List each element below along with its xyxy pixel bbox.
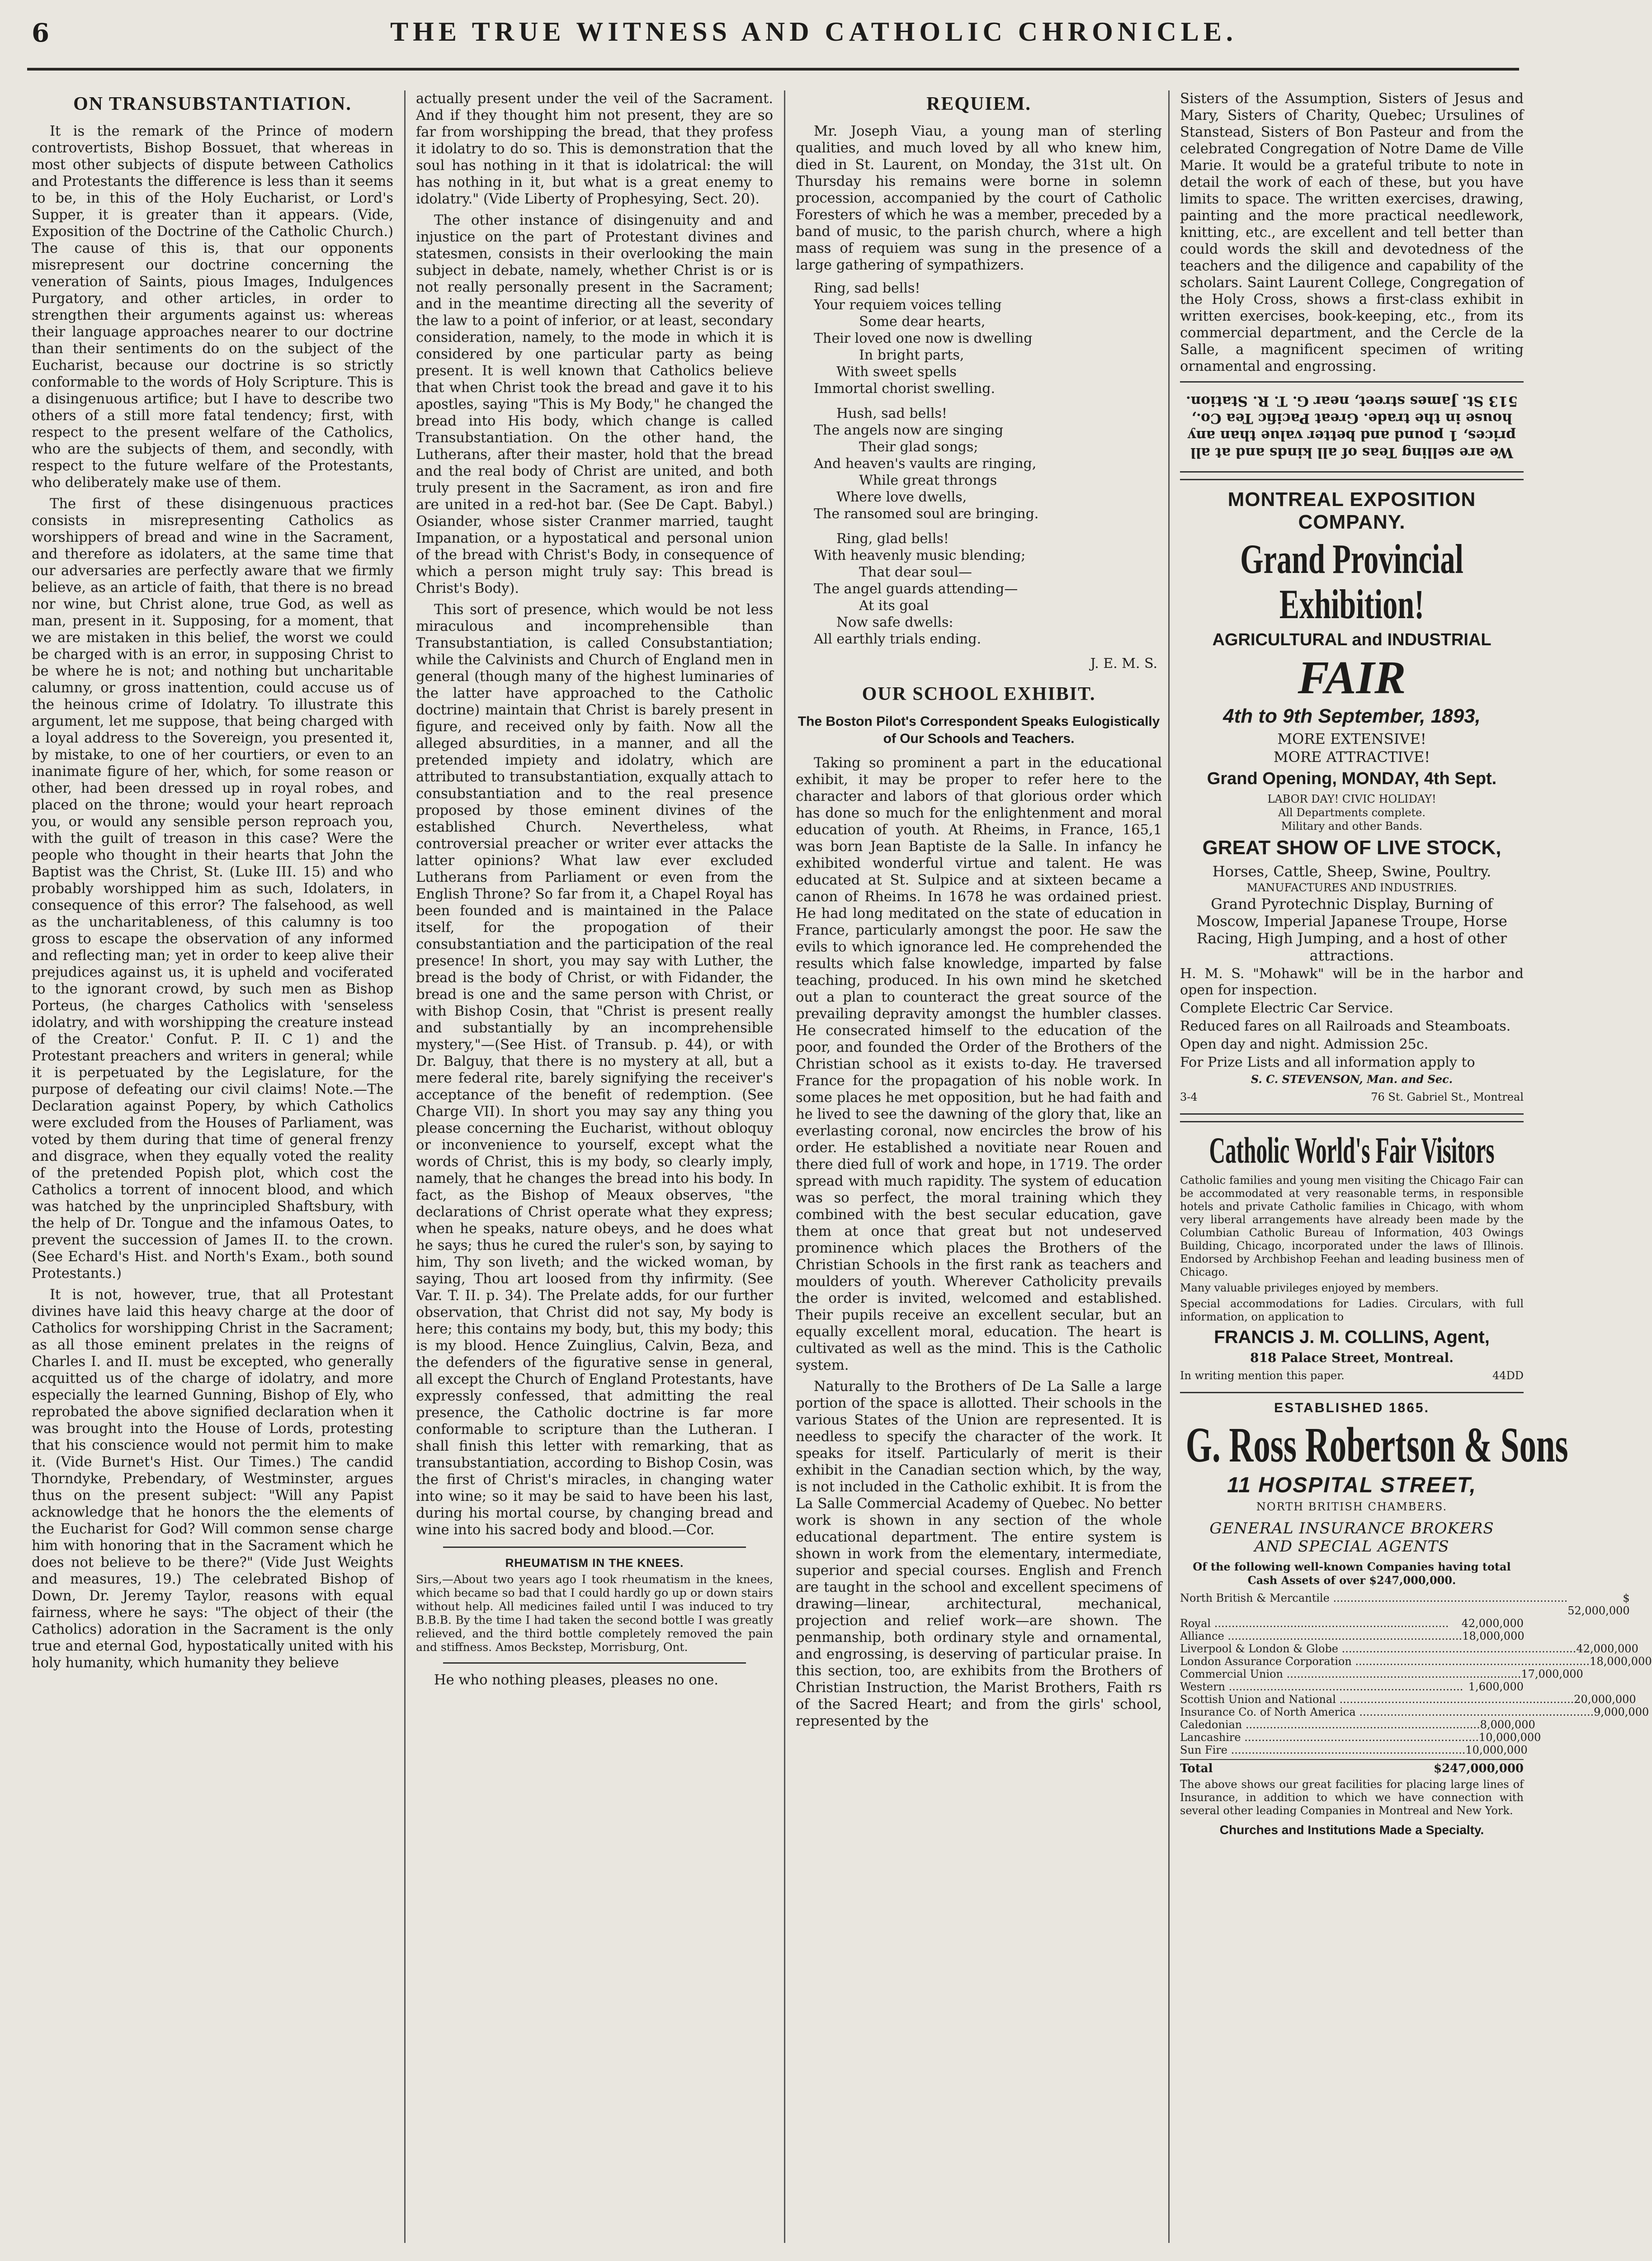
fair-open: Open day and night. Admission 25c. — [1180, 1036, 1429, 1052]
running-head: THE TRUE WITNESS AND CATHOLIC CHRONICLE. — [390, 17, 1237, 47]
fair-electric: Complete Electric Car Service. — [1180, 1000, 1393, 1016]
poem-line: Immortal chorist swelling. — [814, 381, 996, 397]
fair-livestock: GREAT SHOW OF LIVE STOCK, — [1202, 837, 1501, 859]
fair-code: 3-4 — [1180, 1091, 1198, 1103]
tea-ad-text: We are selling Teas of all kinds and at all prices, 1 pound and better value than any house in the trade. Great Pacific Tea Co., 513 St. James street, near G. T. R. Station. — [1185, 393, 1518, 461]
worlds-fair-agent: FRANCIS J. M. COLLINS, Agent, — [1214, 1327, 1490, 1347]
column-4 — [1180, 90, 1652, 2252]
insurance-churches: Churches and Institutions Made a Specialty. — [1219, 1823, 1484, 1837]
fair-company: MONTREAL EXPOSITION COMPANY. — [1227, 488, 1476, 533]
fair-departments: All Departments complete. — [1278, 806, 1425, 819]
column-rule — [784, 90, 785, 2243]
poem-line: The angels now are singing — [814, 422, 1004, 438]
column-1 — [32, 90, 393, 2252]
requiem-intro: Mr. Joseph Viau, a young man of sterling qualities, and much loved by all who knew him, died in St. Laurent, on Monday, the 31st ult. On Thursday his remains were borne in solemn procession, accompanied by the court of Catholic Foresters of which he was a member, preceded by a band of music, to the parish church, where a high mass of requiem was sung in the presence of a large gathering of sympathizers. — [796, 123, 1162, 273]
article-paragraph: It is the remark of the Prince of modern controvertists, Bishop Bossuet, that whereas in most other subjects of dispute between Catholics and Protestants the difference is less than it seems to be, in this of the Holy Eucharist, or Lord's Supper, it is greater than it appears. (Vide, Exposition of the Doctrine of the Catholic Church.) The cause of this is, that our opponents misrepresent our doctrine concerning the veneration of Saints, pious Images, Indulgences Purgatory, and other articles, in order to strengthen their arguments against us: whereas their language approaches nearer to our doctrine than their sentiments do on the subject of the Eucharist, because our doctrine is so strictly conformable to the words of Holy Scripture. This is a disingenuous artifice; but I have to describe two others of a still more fatal tendency; first, with respect to the present welfare of the Catholics, who are the subjects of them, and secondly, with respect to the future welfare of the Protestants, who deliberately make use of them. — [32, 123, 393, 491]
fair-dates: 4th to 9th September, 1893, — [1223, 705, 1481, 727]
fair-address-row — [1180, 1091, 1524, 1103]
insurance-company-name: Caledonian ..... — [1180, 1718, 1480, 1731]
insurance-company-name: Scottish Union and National ..... — [1180, 1693, 1574, 1706]
insurance-company-name: Western ..... — [1180, 1680, 1463, 1693]
insurance-company-name: London Assurance Corporation ..... — [1180, 1655, 1590, 1668]
insurance-company-name: North British & Mercantile ..... — [1180, 1592, 1567, 1617]
section-divider — [443, 1662, 746, 1664]
fair-more-attractive: MORE ATTRACTIVE! — [1273, 748, 1430, 766]
poem-line: Now safe dwells: — [836, 615, 953, 630]
poem-line: Where love dwells, — [836, 489, 967, 505]
closing-line: He who nothing pleases, pleases no one. — [434, 1672, 718, 1688]
poem-line: The ransomed soul are bringing. — [814, 506, 1039, 522]
poem-line: Their loved one now is dwelling — [814, 331, 1033, 346]
insurance-company-row — [1180, 1744, 1528, 1756]
insurance-company-amount: 42,000,000 — [1461, 1617, 1524, 1630]
insurance-company-name: Alliance ..... — [1180, 1630, 1462, 1642]
worlds-fair-code: 44DD — [1492, 1369, 1524, 1382]
insurance-street: 11 HOSPITAL STREET, — [1227, 1473, 1477, 1497]
insurance-company-row — [1180, 1668, 1583, 1680]
section-divider — [443, 1547, 746, 1548]
column-2 — [416, 90, 773, 2252]
column-rule — [1168, 90, 1170, 2243]
insurance-company-amount: 18,000,000 — [1462, 1630, 1525, 1642]
insurance-company-name: Royal ..... — [1180, 1617, 1456, 1630]
fair-contact: S. C. STEVENSON, Man. and Sec. — [1251, 1073, 1453, 1086]
article-headline: ON TRANSUBSTANTIATION. — [73, 94, 352, 114]
column-rule — [404, 90, 406, 2243]
insurance-company-amount: 10,000,000 — [1465, 1744, 1528, 1756]
requiem-poem — [814, 280, 1162, 648]
fair-bands: Military and other Bands. — [1281, 820, 1423, 833]
insurance-company-amount: 10,000,000 — [1478, 1731, 1541, 1744]
fair-pyrotechnics: Grand Pyrotechnic Display, Burning of Moscow, Imperial Japanese Troupe, Horse Racing, High Jumping, and a host of other attractions. — [1196, 895, 1507, 964]
insurance-total-amount: $247,000,000 — [1433, 1762, 1524, 1775]
insurance-company-row — [1180, 1642, 1638, 1655]
worlds-fair-privileges: Many valuable privileges enjoyed by members. — [1180, 1282, 1439, 1294]
poem-line: And heaven's vaults are ringing, — [814, 456, 1037, 472]
requiem-headline: REQUIEM. — [926, 94, 1031, 114]
fair-labor-day: LABOR DAY! CIVIC HOLIDAY! — [1267, 793, 1436, 805]
school-headline: OUR SCHOOL EXHIBIT. — [862, 684, 1096, 705]
fair-advertisement — [1180, 479, 1524, 1115]
rheumatism-text: Sirs,—About two years ago I took rheumatism in the knees, which became so bad that I could hardly go up or down stairs without help. All medicines failed until I was induced to try B.B.B. By the time I had taken the second bottle I was greatly relieved, and the third bottle completely removed the pain and stiffness. Amos Beckstep, Morrisburg, Ont. — [416, 1573, 773, 1654]
insurance-footer: The above shows our great facilities for placing large lines of Insurance, in addition to which we have connection with several other leading Companies in Montreal and New York. — [1180, 1778, 1524, 1817]
poem-line: With heavenly music blending; — [814, 548, 1026, 563]
fair-subtitle: AGRICULTURAL and INDUSTRIAL — [1212, 630, 1492, 649]
worlds-fair-title: Catholic World's Fair Visitors — [1209, 1130, 1495, 1171]
poem-line: In bright parts, — [859, 347, 964, 363]
poem-line: Some dear hearts, — [859, 314, 986, 330]
worlds-fair-text: Catholic families and young men visiting the Chicago Fair can be accommodated at very reasonable terms, in responsible hotels and private Catholic families in Chicago, with whom very liberal arrangements have already been made by the Columbian Catholic Bureau of Information, 403 Owings Building, Chicago, incorporated under the laws of Illinois. Endorsed by Archbishop Feehan and leading business men of Chicago. — [1180, 1174, 1524, 1278]
poem-line: With sweet spells — [836, 364, 957, 380]
insurance-intro: Of the following well-known Companies having total Cash Assets of over $247,000,000. — [1193, 1560, 1511, 1587]
insurance-company-amount: 18,000,000 — [1590, 1655, 1652, 1668]
poem-line: Ring, sad bells! — [814, 280, 920, 296]
insurance-advertisement — [1180, 1400, 1652, 1837]
insurance-firm: G. Ross Robertson & Sons — [1185, 1417, 1568, 1472]
insurance-company-amount: 17,000,000 — [1521, 1668, 1583, 1680]
insurance-company-name: Insurance Co. of North America ..... — [1180, 1706, 1594, 1718]
poem-line: At its goal — [859, 598, 929, 614]
insurance-company-row — [1180, 1693, 1636, 1706]
fair-prize: For Prize Lists and all information apply to — [1180, 1055, 1475, 1070]
insurance-company-row — [1180, 1592, 1630, 1617]
insurance-company-amount: 20,000,000 — [1574, 1693, 1636, 1706]
article-continuation: Sisters of the Assumption, Sisters of Jesus and Mary, Sisters of Charity, Quebec; Ursulines of Stanstead, Sisters of Bon Pasteur and from the celebrated Congregation of Notre Dame de Ville Marie. It would be a grateful tribute to note in detail the work of each of these, but you have limits to space. The written exercises, drawing, painting and the more practical needlework, knitting, etc., are excellent and tell better than could words the skill and devotedness of the teachers and the diligence and capability of the scholars. Saint Laurent College, Congregation of the Holy Cross, shows a first-class exhibit in written exercises, book-keeping, etc., from its commercial department, and the Cercle de la Salle, a magnificent specimen of writing ornamental and engrossing. — [1180, 91, 1524, 374]
fair-animals: Horses, Cattle, Sheep, Swine, Poultry. — [1212, 863, 1492, 880]
insurance-company-name: Lancashire ..... — [1180, 1731, 1479, 1744]
insurance-company-list — [1180, 1592, 1652, 1756]
insurance-company-amount: 8,000,000 — [1480, 1718, 1535, 1731]
worlds-fair-footer — [1180, 1369, 1524, 1382]
insurance-company-amount: 1,600,000 — [1468, 1680, 1524, 1693]
column-3 — [796, 90, 1162, 2252]
poem-stanza — [814, 405, 1162, 522]
masthead-rule — [27, 68, 1519, 71]
insurance-established: ESTABLISHED 1865. — [1274, 1400, 1430, 1415]
insurance-line1: GENERAL INSURANCE BROKERS — [1209, 1519, 1494, 1537]
school-subhead: The Boston Pilot's Correspondent Speaks Eulogistically of Our Schools and Teachers. — [798, 714, 1160, 746]
article-paragraph: Taking so prominent a part in the educational exhibit, it may be proper to refer here to the character and labors of that glorious order which has done so much for the enlightenment and moral education of youth. At Rheims, in France, 165,1 was born Jean Baptiste de la Salle. In infancy he exhibited wonderful virtue and talent. He was educated at St. Sulpice and at sixteen became a canon of Rheims. In 1678 he was ordained priest. He had long meditated on the state of education in France, particularly amongst the poor. He saw the evils to which ignorance led. He comprehended the results which false knowledge, imparted by false teaching, produced. In his own mind he sketched out a plan to counteract the great source of the prevailing depravity amongst the humbler classes. He consecrated himself to the education of the poor, and founded the Order of the Brothers of the Christian school as it exists to-day. He traversed France for the propagation of his noble work. In some places he met opposition, but he had faith and he lived to see the dawning of the glory that, like an everlasting coronal, now encircles the brow of his order. He established a novitiate near Rouen and there died full of work and hope, in 1719. The order spread with much rapidity. The system of education was so perfect, the moral training which they combined with the best secular education, gave them at once that great but not undeserved prominence which places the Brothers of the Christian Schools in the first rank as teachers and moulders of youth. Wherever Catholicity prevails the order is invited, welcomed and established. Their pupils receive an excellent secular, but an equally excellent moral, education. The heart is cultivated as well as the mind. This is the Catholic system. — [796, 755, 1162, 1373]
insurance-total — [1180, 1759, 1524, 1775]
poem-line: The angel guards attending— — [814, 581, 1018, 597]
fair-address: 76 St. Gabriel St., Montreal — [1371, 1091, 1524, 1103]
insurance-company-row — [1180, 1706, 1649, 1718]
insurance-company-row — [1180, 1731, 1541, 1744]
insurance-company-row — [1180, 1617, 1524, 1630]
poem-line: Your requiem voices telling — [814, 297, 1002, 313]
article-paragraph: This sort of presence, which would be not less miraculous and incomprehensible than Transubstantiation, is called Consubstantiation; while the Calvinists and Church of England men in general (though many of the highest luminaries of the latter have approached to the Catholic doctrine) maintain that Christ is barely present in figure, and received only by faith. Now all the alleged absurdities, in a manner, and all the pretended impiety and idolatry, which are attributed to transubstantiation, exqually attach to consubstantiation and to the real presence proposed by those eminent divines of the established Church. Nevertheless, what controversial preacher or writer ever attacks the latter opinions? What law ever excluded Lutherans from Parliament or even from the English Throne? So far from it, a Chapel Royal has been founded and is maintained in the Palace itself, for the propogation of their consubstantiation and the participation of the real presence! In short, you may say with Luther, the bread is the body of Christ, or with Fidander, the bread is one and the same person with Christ, or with Bishop Cosin, that "Christ is present really and substantially by an incomprehensible mystery,"—(See Hist. of Transub. p. 44), or with Dr. Balguy, that there is no mystery at all, but a mere federal rite, barely signifying the receiver's acceptance of the benefit of redemption. (See Charge VII). In short you may say any thing you please concerning the Eucharist, without obloquy or inconvenience to yourself, except what the words of Christ, this is my body, so clearly imply, namely, that he changes the bread into his body. In fact, as the Bishop of Meaux observes, "the declarations of Christ operate what they express; when he speaks, nature obeys, and he does what he says; thus he cured the ruler's son, by saying to him, Thy son liveth; and the wicked woman, by saying, Thou art loosed from thy infirmity. (See Var. T. II. p. 34). The Prelate adds, for our further observation, that Christ did not say, My body is here; this contains my body, but, this my body; this is my blood. Hence Zuinglius, Calvin, Beza, and the defenders of the figurative sense in general, all except the Church of England Protestants, have expressly confessed, that admitting the real presence, the Catholic doctrine is far more conformable to scripture than the Lutheran. I shall finish this letter with remarking, that as transubstantiation, according to Bishop Cosin, was the first of Christ's miracles, in changing water into wine; so it may be said to have been his last, during his mortal course, by changing bread and wine into his sacred body and blood.—Cor. — [416, 602, 774, 1538]
fair-fares: Reduced fares on all Railroads and Steamboats. — [1180, 1018, 1511, 1034]
fair-manufactures: MANUFACTURES AND INDUSTRIES. — [1246, 881, 1457, 894]
worlds-fair-advertisement — [1180, 1121, 1524, 1393]
insurance-company-name: Liverpool & London & Globe ..... — [1180, 1642, 1576, 1655]
insurance-total-label: Total — [1180, 1762, 1213, 1775]
article-paragraph: It is not, however, true, that all Protestant divines have laid this heavy charge at the door of Catholics for worshipping Christ in the Sacrament; as all those eminent prelates in the reigns of Charles I. and II. must be excepted, who generally acquitted us of the charge of idolatry, and more especially the learned Gunning, Bishop of Ely, who reprobated the above signified declaration when it was brought into the House of Lords, protesting that his conscience would not permit him to make it. (Vide Burnet's Hist. Our Times.) The candid Thorndyke, Prebendary, of Westminster, argues thus on the present subject: "Will any Papist acknowledge that he honors the the elements of the Eucharist for God? Will common sense charge him with honoring that in the Sacrament which he does not believe to be there?" (Vide Just Weights and measures, 19.) The celebrated Bishop of Down, Dr. Jeremy Taylor, reasons with equal fairness, where he says: "The object of their (the Catholics) adoration in the Sacrament is the only true and eternal God, hypostatically united with his holy humanity, which humanity they believe — [32, 1287, 393, 1671]
fair-more-extensive: MORE EXTENSIVE! — [1277, 730, 1426, 747]
insurance-line2: AND SPECIAL AGENTS — [1254, 1537, 1449, 1556]
page-number: 6 — [32, 18, 49, 48]
masthead — [0, 0, 1548, 86]
worlds-fair-address: 818 Palace Street, Montreal. — [1250, 1350, 1454, 1365]
poem-line: While great throngs — [859, 473, 997, 488]
insurance-company-amount: 42,000,000 — [1576, 1642, 1638, 1655]
poem-line: All earthly trials ending. — [814, 631, 982, 647]
article-paragraph: actually present under the veil of the Sacrament. And if they thought him not present, they are so far from worshipping the bread, that they profess it idolatry to do so. This is demonstration that the soul has nothing in it that is idolatrical: the will has nothing in it, but what is a great enemy to idolatry." (Vide Liberty of Prophesying, Sect. 20). — [416, 91, 773, 207]
poem-signature: J. E. M. S. — [1090, 656, 1157, 672]
article-paragraph: Naturally to the Brothers of De La Salle a large portion of the space is allotted. Their schools in the various States of the Union are represented. It is needless to specify the character of the work. It speaks for itself. Particularly of merit is their exhibit in the Canadian section which, by the way, is not included in the Catholic exhibit. It is from the La Salle Commercial Academy of Quebec. No better work is shown in any section of the whole educational department. The entire system is shown in work from the elementary, intermediate, superior and special courses. English and French are taught in the school and excellent specimens of drawing—linear, architectural, mechanical, projection and relief work—are shown. The penmanship, both ordinary style and ornamental, and engrossing, is deserving of particular praise. In this section, too, are exhibits from the Brothers of Christian Instruction, the Marist Brothers, Faith rs of the Sacred Heart; and from the girls' school, represented by the — [796, 1379, 1162, 1729]
insurance-company-amount: $ 52,000,000 — [1567, 1592, 1630, 1617]
poem-line: That dear soul— — [859, 564, 972, 580]
worlds-fair-ladies: Special accommodations for Ladies. Circulars, with full information, on application to — [1180, 1297, 1524, 1323]
worlds-fair-mention: In writing mention this paper. — [1180, 1369, 1345, 1382]
poem-line: Ring, glad bells! — [836, 531, 949, 547]
insurance-company-row — [1180, 1630, 1524, 1642]
tea-advertisement — [1180, 381, 1524, 473]
fair-word: FAIR — [1298, 652, 1406, 704]
insurance-company-row — [1180, 1718, 1535, 1731]
fair-title: Grand Provincial Exhibition! — [1240, 536, 1463, 627]
insurance-company-row — [1180, 1655, 1652, 1668]
fair-mohawk: H. M. S. "Mohawk" will be in the harbor and open for inspection. — [1180, 966, 1524, 998]
rheumatism-headline: RHEUMATISM IN THE KNEES. — [505, 1556, 684, 1570]
poem-stanza — [814, 530, 1162, 648]
insurance-company-name: Commercial Union ..... — [1180, 1668, 1521, 1680]
article-paragraph: The first of these disingenuous practices consists in misrepresenting Catholics as worshippers of bread and wine in the Sacrament, and therefore as idolaters, at the same time that our adversaries are perfectly aware that we firmly believe, as an article of faith, that there is no bread nor wine, but Christ alone, true God, as well as man, present in it. Supposing, for a moment, that we are mistaken in this belief, the worst we could be charged with is an error, in supposing Christ to be where he is not; and nothing but uncharitable calumny, or gross inattention, could accuse us of the heinous crime of Idolatry. To illustrate this argument, let me suppose, that being charged with a loyal address to the Sovereign, you presented it, by mistake, to one of her courtiers, or even to an inanimate figure of her, which, for some reason or other, had been dressed up in royal robes, and placed on the throne; would your heart reproach you, or would any sensible person reproach you, with the guilt of treason in this case? Were the people who thought in their hearts that John the Baptist was the Christ, St. (Luke III. 15) and who probably worshipped him as such, Idolaters, in consequence of this error? The falsehood, as well as the uncharitableness, of this calumny is too gross to escape the observation of any informed and reflecting man; yet in order to keep alive their prejudices against us, it is upheld and vociferated to the ignorant crowd, by such men as Bishop Porteus, (he charges Catholics with 'senseless idolatry, and with worshipping the creature instead of the Creator.' Confut. P. II. C 1) and the Protestant preachers and writers in general; while it is perpetuated by the Legislature, for the purpose of defeating our civil claims! Note.—The Declaration against Popery, by which Catholics were excluded from the Houses of Parliament, was voted by them during that time of general frenzy and disgrace, when they equally voted the reality of the pretended Popish plot, which cost the Catholics a torrent of innocent blood, and which was hatched by the unprincipled Shaftsbury, with the help of Dr. Tongue and the infamous Oates, to prevent the succession of James II. to the crown. (See Echard's Hist. and North's Exam., both sound Protestants.) — [32, 496, 393, 1282]
poem-line: Hush, sad bells! — [836, 406, 947, 421]
insurance-company-name: Sun Fire ..... — [1180, 1744, 1465, 1756]
poem-line: Their glad songs; — [859, 439, 978, 455]
insurance-chambers: NORTH BRITISH CHAMBERS. — [1256, 1500, 1448, 1513]
article-paragraph: The other instance of disingenuity and and injustice on the part of Protestant divines and statesmen, consists in their overlooking the main subject in debate, namely, whether Christ is or is not really personally present in the Sacrament; and in the meantime directing all the severity of the law to a point of inferior, or at least, secondary consideration, namely, to the mode in which it is considered by one particular party as being present. It is well known that Catholics believe that when Christ took the bread and gave it to his apostles, saying "This is My Body," he changed the bread into His body, which change is called Transubstantiation. On the other hand, the Lutherans, after their master, hold that the bread and the real body of Christ are united, and both truly present in the Sacrament, as iron and fire are united in a red-hot bar. (See De Capt. Babyl.) Osiander, whose sister Cranmer married, taught Impanation, or a hypostatical and personal union of the bread with Christ's Body, in consequence of which a person might truly say: This bread is Christ's Body). — [416, 213, 773, 596]
insurance-company-amount: 9,000,000 — [1594, 1706, 1649, 1718]
fair-opening: Grand Opening, MONDAY, 4th Sept. — [1207, 769, 1497, 788]
poem-stanza — [814, 280, 1162, 397]
insurance-company-row — [1180, 1680, 1524, 1693]
